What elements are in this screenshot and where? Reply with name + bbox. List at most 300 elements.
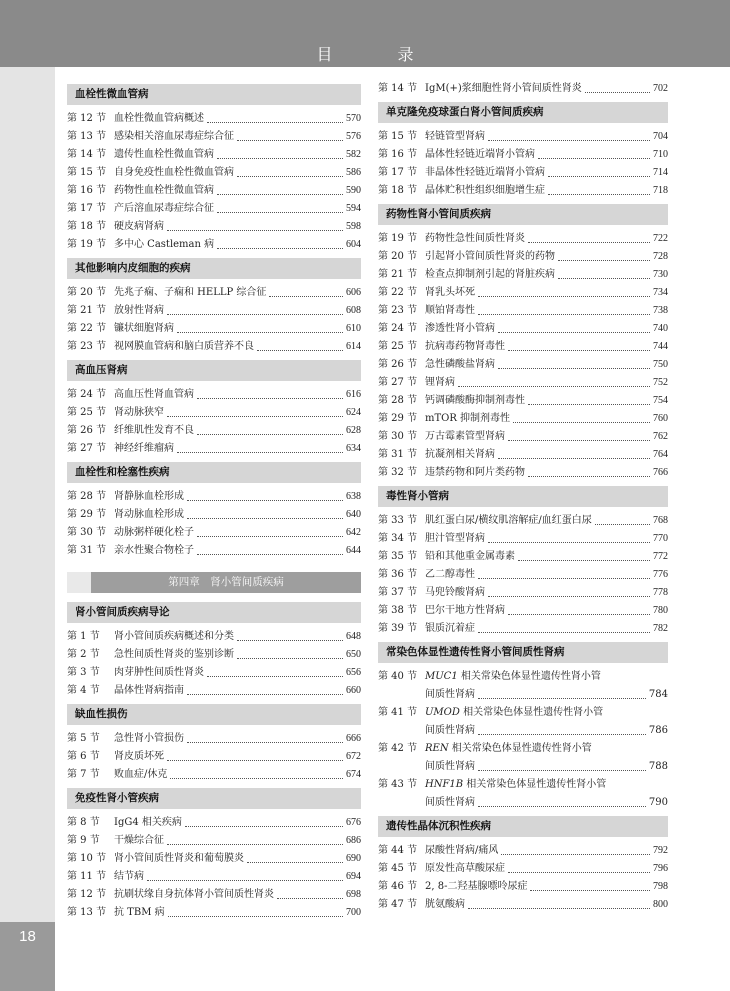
entry-number: 第 47 节 [378, 899, 418, 910]
entry-number: 第 35 节 [378, 551, 418, 562]
toc-entry[interactable] [67, 542, 361, 560]
entry-title: 银质沉着症 [425, 623, 475, 634]
entry-title: 亲水性聚合物栓子 [114, 545, 194, 556]
entry-page: 606 [346, 287, 361, 298]
entry-title: 胆汁管型肾病 [425, 533, 485, 544]
leader-dots [197, 554, 343, 555]
toc-entry[interactable] [67, 128, 361, 146]
entry-line-2 [378, 794, 668, 812]
entry-title: 肾小管间质疾病概述和分类 [114, 631, 234, 642]
leader-dots [167, 760, 343, 761]
toc-entry[interactable] [378, 584, 668, 602]
toc-entry[interactable] [67, 236, 361, 254]
entry-number: 第 23 节 [67, 341, 107, 352]
entry-page: 778 [653, 587, 668, 598]
toc-entry[interactable] [378, 428, 668, 446]
entry-page: 690 [346, 853, 361, 864]
entry-title: 结节病 [114, 871, 144, 882]
entry-page: 768 [653, 515, 668, 526]
entry-title: 铅和其他重金属毒素 [425, 551, 515, 562]
entry-title: 急性磷酸盐肾病 [425, 359, 495, 370]
entry-title: IgM(+)浆细胞性肾小管间质性肾炎 [425, 83, 582, 94]
toc-entry[interactable] [378, 896, 668, 914]
toc-entry[interactable] [378, 230, 668, 248]
leader-dots [478, 578, 650, 579]
entry-page: 686 [346, 835, 361, 846]
gene-name: REN [425, 743, 449, 754]
leader-dots [187, 694, 343, 695]
page-number: 18 [0, 922, 55, 991]
entry-line-1 [378, 776, 668, 794]
gene-name: MUC1 [425, 671, 458, 682]
toc-entry[interactable] [378, 248, 668, 266]
entry-number: 第 24 节 [378, 323, 418, 334]
toc-entry[interactable] [378, 704, 668, 740]
toc-entry[interactable] [378, 620, 668, 638]
leader-dots [167, 230, 343, 231]
section-heading: 其他影响内皮细胞的疾病 [67, 258, 361, 279]
entry-page: 754 [653, 395, 668, 406]
entry-page: 676 [346, 817, 361, 828]
entry-title: 胱氨酸病 [425, 899, 465, 910]
entry-number: 第 28 节 [67, 491, 107, 502]
leader-dots [247, 862, 343, 863]
entry-page: 784 [648, 689, 668, 700]
section-heading: 血栓性微血管病 [67, 84, 361, 105]
entry-page: 750 [653, 359, 668, 370]
leader-dots [237, 658, 343, 659]
chapter-block [67, 572, 91, 593]
toc-entry[interactable] [67, 488, 361, 506]
entry-number: 第 2 节 [67, 649, 100, 660]
entry-line-1 [378, 740, 668, 758]
entry-page: 786 [648, 725, 668, 736]
entry-page: 752 [653, 377, 668, 388]
entry-number: 第 26 节 [67, 425, 107, 436]
entry-title: 马兜铃酸肾病 [425, 587, 485, 598]
leader-dots [187, 500, 343, 501]
entry-number: 第 44 节 [378, 845, 418, 856]
toc-entry[interactable] [378, 878, 668, 896]
leader-dots [177, 332, 343, 333]
toc-entry[interactable] [67, 682, 361, 700]
entry-number: 第 9 节 [67, 835, 100, 846]
entry-title [425, 740, 592, 758]
toc-entry[interactable] [67, 524, 361, 542]
leader-dots [217, 248, 343, 249]
toc-entry[interactable] [67, 506, 361, 524]
leader-dots [478, 632, 650, 633]
toc-entry[interactable] [67, 814, 361, 832]
entry-number: 第 14 节 [378, 83, 418, 94]
entry-title [425, 704, 603, 722]
leader-dots [478, 806, 646, 807]
entry-page: 796 [653, 863, 668, 874]
toc-entry[interactable] [67, 766, 361, 784]
toc-entry[interactable] [378, 284, 668, 302]
entry-title-text: 相关常染色体显性遗传性肾小管 [448, 743, 592, 754]
entry-page: 624 [346, 407, 361, 418]
entry-title-cont: 间质性肾病 [425, 797, 475, 808]
entry-page: 744 [653, 341, 668, 352]
entry-page: 576 [346, 131, 361, 142]
entry-number: 第 25 节 [378, 341, 418, 352]
toc-entry[interactable] [67, 646, 361, 664]
toc-entry[interactable] [378, 302, 668, 320]
entry-title-text: 相关常染色体显性遗传性肾小管 [459, 707, 604, 718]
entry-title: IgG4 相关疾病 [114, 817, 182, 828]
entry-title: 抗凝剂相关肾病 [425, 449, 495, 460]
entry-page: 642 [346, 527, 361, 538]
entry-title: 钙调磷酸酶抑制剂毒性 [425, 395, 525, 406]
toc-entry[interactable] [67, 338, 361, 356]
leader-dots [558, 278, 650, 279]
toc-entry[interactable] [378, 464, 668, 482]
entry-number: 第 20 节 [378, 251, 418, 262]
toc-column-right [378, 80, 668, 914]
entry-number: 第 15 节 [378, 131, 418, 142]
entry-number: 第 30 节 [378, 431, 418, 442]
entry-title: 晶体贮积性组织细胞增生症 [425, 185, 545, 196]
toc-entry[interactable] [378, 164, 668, 182]
leader-dots [269, 296, 343, 297]
toc-entry[interactable] [378, 182, 668, 200]
toc-entry[interactable] [378, 512, 668, 530]
entry-number: 第 45 节 [378, 863, 418, 874]
entry-page: 798 [653, 881, 668, 892]
toc-entry[interactable] [378, 392, 668, 410]
entry-page: 634 [346, 443, 361, 454]
entry-number: 第 5 节 [67, 733, 100, 744]
entry-number: 第 28 节 [378, 395, 418, 406]
entry-number: 第 29 节 [67, 509, 107, 520]
entry-title: 顺铂肾毒性 [425, 305, 475, 316]
section-heading: 常染色体显性遗传性肾小管间质性肾病 [378, 642, 668, 663]
leader-dots [558, 260, 650, 261]
entry-page: 730 [653, 269, 668, 280]
leader-dots [468, 908, 650, 909]
leader-dots [508, 440, 650, 441]
entry-page: 640 [346, 509, 361, 520]
entry-page: 638 [346, 491, 361, 502]
entry-title: 渗透性肾小管病 [425, 323, 495, 334]
entry-number: 第 17 节 [67, 203, 107, 214]
leader-dots [478, 314, 650, 315]
entry-title: 抗病毒药物肾毒性 [425, 341, 505, 352]
entry-number: 第 8 节 [67, 817, 100, 828]
leader-dots [528, 404, 650, 405]
leader-dots [478, 296, 650, 297]
entry-title: 轻链管型肾病 [425, 131, 485, 142]
section-heading: 遗传性晶体沉积性疾病 [378, 816, 668, 837]
gene-name: UMOD [425, 707, 460, 718]
entry-title: 肉芽肿性间质性肾炎 [114, 667, 204, 678]
entry-page: 718 [653, 185, 668, 196]
toc-entry[interactable] [67, 200, 361, 218]
entry-title: 乙二醇毒性 [425, 569, 475, 580]
toc-entry[interactable] [378, 740, 668, 776]
entry-page: 702 [653, 83, 668, 94]
leader-dots [187, 742, 343, 743]
section-heading: 单克隆免疫球蛋白肾小管间质疾病 [378, 102, 668, 123]
entry-number: 第 36 节 [378, 569, 418, 580]
entry-title: 干燥综合征 [114, 835, 164, 846]
toc-entry[interactable] [378, 602, 668, 620]
entry-page: 660 [346, 685, 361, 696]
toc-entry[interactable] [378, 356, 668, 374]
leader-dots [197, 536, 343, 537]
entry-number: 第 22 节 [378, 287, 418, 298]
toc-entry[interactable] [67, 850, 361, 868]
toc-entry[interactable] [378, 776, 668, 812]
toc-entry[interactable] [378, 80, 668, 98]
entry-page: 722 [653, 233, 668, 244]
entry-number: 第 26 节 [378, 359, 418, 370]
leader-dots [167, 314, 343, 315]
toc-entry[interactable] [378, 266, 668, 284]
entry-number: 第 12 节 [67, 113, 107, 124]
entry-number: 第 31 节 [378, 449, 418, 460]
entry-number: 第 34 节 [378, 533, 418, 544]
entry-page: 616 [346, 389, 361, 400]
entry-title: 肌红蛋白尿/横纹肌溶解症/血红蛋白尿 [425, 515, 592, 526]
leader-dots [237, 140, 343, 141]
toc-entry[interactable] [67, 284, 361, 302]
entry-title: 尿酸性肾病/痛风 [425, 845, 499, 856]
toc-entry[interactable] [378, 374, 668, 392]
toc-entry[interactable] [378, 128, 668, 146]
leader-dots [217, 158, 343, 159]
entry-number: 第 37 节 [378, 587, 418, 598]
toc-entry[interactable] [67, 218, 361, 236]
entry-line-2 [378, 758, 668, 776]
entry-number: 第 41 节 [378, 707, 418, 718]
toc-entry[interactable] [67, 320, 361, 338]
entry-line-1 [378, 668, 668, 686]
entry-title-text: 相关常染色体显性遗传性肾小管 [463, 779, 607, 790]
leader-dots [217, 212, 343, 213]
leader-dots [478, 770, 646, 771]
entry-title: 动脉粥样硬化栓子 [114, 527, 194, 538]
entry-number: 第 42 节 [378, 743, 418, 754]
leader-dots [595, 524, 650, 525]
entry-number: 第 25 节 [67, 407, 107, 418]
entry-title: 晶体性肾病指南 [114, 685, 184, 696]
leader-dots [548, 194, 650, 195]
entry-title: 晶体性轻链近端肾小管病 [425, 149, 535, 160]
entry-title: 纤维肌性发育不良 [114, 425, 194, 436]
entry-number: 第 21 节 [378, 269, 418, 280]
toc-entry[interactable] [67, 422, 361, 440]
toc-entry[interactable] [67, 832, 361, 850]
entry-number: 第 14 节 [67, 149, 107, 160]
toc-entry[interactable] [378, 566, 668, 584]
toc-entry[interactable] [67, 730, 361, 748]
entry-page: 704 [653, 131, 668, 142]
section-heading: 肾小管间质疾病导论 [67, 602, 361, 623]
toc-entry[interactable] [67, 868, 361, 886]
leader-dots [501, 854, 650, 855]
toc-entry[interactable] [67, 164, 361, 182]
toc-entry[interactable] [67, 904, 361, 922]
leader-dots [530, 890, 650, 891]
entry-title: 感染相关溶血尿毒症综合征 [114, 131, 234, 142]
entry-title: 非晶体性轻链近端肾小管病 [425, 167, 545, 178]
entry-title: 败血症/休克 [114, 769, 168, 780]
entry-number: 第 30 节 [67, 527, 107, 538]
entry-title: 肾静脉血栓形成 [114, 491, 184, 502]
entry-number: 第 7 节 [67, 769, 100, 780]
entry-page: 650 [346, 649, 361, 660]
leader-dots [498, 368, 650, 369]
entry-page: 700 [346, 907, 361, 918]
entry-title: 视网膜血管病和脑白质营养不良 [114, 341, 254, 352]
entry-number: 第 18 节 [67, 221, 107, 232]
entry-number: 第 16 节 [67, 185, 107, 196]
entry-title: 硬皮病肾病 [114, 221, 164, 232]
entry-title [425, 668, 601, 686]
leader-dots [513, 422, 650, 423]
entry-number: 第 17 节 [378, 167, 418, 178]
entry-page: 610 [346, 323, 361, 334]
section-heading: 缺血性损伤 [67, 704, 361, 725]
entry-title: 药物性急性间质性肾炎 [425, 233, 525, 244]
entry-title: 多中心 Castleman 病 [114, 239, 215, 250]
entry-line-1 [378, 704, 668, 722]
leader-dots [548, 176, 650, 177]
leader-dots [167, 844, 343, 845]
entry-number: 第 10 节 [67, 853, 107, 864]
entry-number: 第 20 节 [67, 287, 107, 298]
entry-page: 710 [653, 149, 668, 160]
toc-entry[interactable] [378, 548, 668, 566]
leader-dots [217, 194, 343, 195]
entry-page: 644 [346, 545, 361, 556]
section-heading: 高血压肾病 [67, 360, 361, 381]
entry-page: 656 [346, 667, 361, 678]
toc-column-left [67, 80, 361, 922]
entry-page: 604 [346, 239, 361, 250]
entry-page: 694 [346, 871, 361, 882]
entry-number: 第 1 节 [67, 631, 100, 642]
toc-entry[interactable] [67, 664, 361, 682]
entry-page: 698 [346, 889, 361, 900]
toc-entry[interactable] [378, 668, 668, 704]
leader-dots [488, 596, 650, 597]
entry-page: 648 [346, 631, 361, 642]
entry-title: 原发性高草酸尿症 [425, 863, 505, 874]
leader-dots [207, 122, 343, 123]
entry-page: 714 [653, 167, 668, 178]
leader-dots [257, 350, 343, 351]
entry-page: 728 [653, 251, 668, 262]
entry-title: 抗 TBM 病 [114, 907, 165, 918]
toc-entry[interactable] [378, 842, 668, 860]
leader-dots [498, 332, 650, 333]
entry-page: 674 [346, 769, 361, 780]
toc-entry[interactable] [378, 410, 668, 428]
toc-entry[interactable] [378, 446, 668, 464]
toc-entry[interactable] [67, 302, 361, 320]
entry-number: 第 43 节 [378, 779, 418, 790]
entry-number: 第 29 节 [378, 413, 418, 424]
toc-entry[interactable] [67, 886, 361, 904]
leader-dots [508, 614, 650, 615]
section-heading: 毒性肾小管病 [378, 486, 668, 507]
entry-title: 急性间质性肾炎的鉴别诊断 [114, 649, 234, 660]
entry-number: 第 6 节 [67, 751, 100, 762]
toc-entry[interactable] [378, 338, 668, 356]
entry-number: 第 32 节 [378, 467, 418, 478]
leader-dots [508, 350, 650, 351]
entry-title: 巴尔干地方性肾病 [425, 605, 505, 616]
toc-entry[interactable] [67, 110, 361, 128]
toc-entry[interactable] [378, 146, 668, 164]
entry-number: 第 3 节 [67, 667, 100, 678]
leader-dots [197, 398, 343, 399]
entry-number: 第 15 节 [67, 167, 107, 178]
entry-page: 672 [346, 751, 361, 762]
entry-page: 590 [346, 185, 361, 196]
entry-number: 第 24 节 [67, 389, 107, 400]
toc-entry[interactable] [67, 386, 361, 404]
entry-number: 第 38 节 [378, 605, 418, 616]
entry-number: 第 31 节 [67, 545, 107, 556]
toc-entry[interactable] [378, 860, 668, 878]
entry-title: 肾动脉血栓形成 [114, 509, 184, 520]
entry-title: 放射性肾病 [114, 305, 164, 316]
entry-title: 锂肾病 [425, 377, 455, 388]
entry-number: 第 27 节 [378, 377, 418, 388]
toc-entry[interactable] [378, 320, 668, 338]
entry-page: 628 [346, 425, 361, 436]
entry-title [425, 776, 606, 794]
leader-dots [488, 542, 650, 543]
entry-number: 第 19 节 [378, 233, 418, 244]
entry-page: 764 [653, 449, 668, 460]
entry-title: 神经纤维瘤病 [114, 443, 174, 454]
toc-entry[interactable] [67, 440, 361, 458]
entry-number: 第 46 节 [378, 881, 418, 892]
entry-number: 第 23 节 [378, 305, 418, 316]
leader-dots [237, 176, 343, 177]
entry-title: 违禁药物和阿片类药物 [425, 467, 525, 478]
entry-title-cont: 间质性肾病 [425, 761, 475, 772]
entry-number: 第 40 节 [378, 671, 418, 682]
entry-number: 第 13 节 [67, 907, 107, 918]
entry-number: 第 22 节 [67, 323, 107, 334]
toc-entry[interactable] [67, 146, 361, 164]
leader-dots [237, 640, 343, 641]
entry-number: 第 16 节 [378, 149, 418, 160]
toc-entry[interactable] [67, 404, 361, 422]
entry-title: mTOR 抑制剂毒性 [425, 413, 511, 424]
leader-dots [478, 698, 646, 699]
entry-page: 788 [648, 761, 668, 772]
entry-title: 引起肾小管间质性肾炎的药物 [425, 251, 555, 262]
toc-entry[interactable] [378, 530, 668, 548]
toc-entry[interactable] [67, 182, 361, 200]
entry-title: 产后溶血尿毒症综合征 [114, 203, 214, 214]
entry-title: 抗刷状缘自身抗体肾小管间质性肾炎 [114, 889, 274, 900]
entry-page: 772 [653, 551, 668, 562]
toc-entry[interactable] [67, 748, 361, 766]
toc-entry[interactable] [67, 628, 361, 646]
entry-number: 第 11 节 [67, 871, 107, 882]
entry-title: 肾小管间质性肾炎和葡萄膜炎 [114, 853, 244, 864]
leader-dots [528, 242, 650, 243]
leader-dots [488, 140, 650, 141]
